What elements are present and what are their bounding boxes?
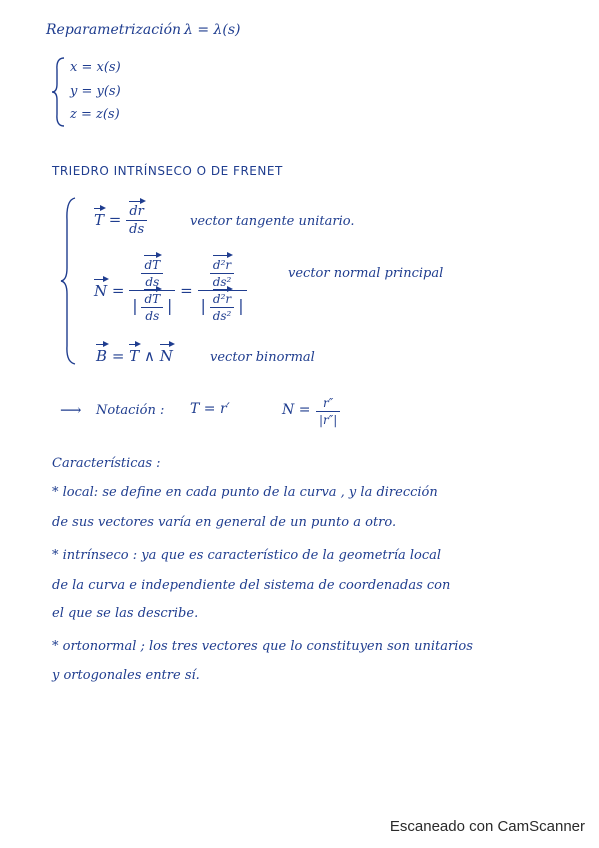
tangent-label: vector tangente unitario. <box>190 214 355 229</box>
characteristics-line-7: y ortogonales entre sí. <box>52 668 200 683</box>
normal-den1: ds <box>145 275 160 289</box>
notation-tangent: T = r′ <box>190 401 230 417</box>
heading-formula: λ = λ(s) <box>184 22 241 38</box>
tangent-num: dr <box>129 204 144 219</box>
binormal-label: vector binormal <box>210 350 315 365</box>
system-line-x: x = x(s) <box>70 60 121 75</box>
system-line-z: z = z(s) <box>70 107 120 122</box>
normal-abs-num1: dT <box>144 292 161 306</box>
characteristics-line-3: * intrínseco : ya que es característico de la geometría local <box>52 548 442 563</box>
characteristics-line-4: de la curva e independiente del sistema de coordenadas con <box>52 578 451 593</box>
camscanner-watermark: Escaneado con CamScanner <box>389 818 585 835</box>
normal-fraction-2: $\frac{\text{d²r}}{\text{ds²}}$ | $\frac{\text{d²r}}{\text{ds²}}$ | <box>198 258 247 323</box>
frenet-brace <box>58 196 78 366</box>
characteristics-title: Características : <box>52 456 161 471</box>
notation-normal-fraction <box>316 396 340 427</box>
normal-abs-den1: ds <box>145 309 160 323</box>
tangent-fraction <box>126 204 147 237</box>
system-line-y: y = y(s) <box>70 84 121 99</box>
normal-row: N = $\frac{dT}{ds}$ | $\frac{dT}{ds}$ | = $\frac{\text{d²r}}{\text{ds²}}$ | $\frac{\text{d²r}}{\text{ds²}}$ | <box>94 258 247 323</box>
characteristics-line-2: de sus vectores varía en general de un punto a otro. <box>52 515 397 530</box>
tangent-row: T = $\frac{dr}{ds}$ <box>94 204 147 237</box>
tangent-den: ds <box>129 222 145 237</box>
normal-fraction-1: $\frac{dT}{ds}$ | $\frac{dT}{ds}$ | <box>129 258 175 323</box>
normal-abs-num2: d²r <box>212 292 232 306</box>
frenet-title: TRIEDRO INTRÍNSECO O DE FRENET <box>52 164 283 178</box>
binormal-lhs: B <box>96 347 108 365</box>
binormal-row: B = T ∧ N <box>96 347 173 365</box>
characteristics-line-5: el que se las describe. <box>52 606 199 621</box>
characteristics-line-1: * local: se define en cada punto de la curva , y la dirección <box>52 485 438 500</box>
normal-den2: ds² <box>212 275 232 289</box>
notation-label: Notación : <box>96 403 165 418</box>
notation-normal-den: |r″| <box>319 413 338 427</box>
binormal-t: T <box>129 347 140 365</box>
normal-num2: d²r <box>212 258 232 272</box>
notation-arrow: ⟶ <box>60 401 82 419</box>
normal-num1: dT <box>144 258 161 272</box>
notation-normal-num: r″ <box>323 396 334 410</box>
binormal-n: N <box>159 347 173 365</box>
notation-normal-lhs: N = <box>282 402 311 418</box>
normal-lhs: N <box>94 281 108 300</box>
heading-title: Reparametrización <box>46 22 182 38</box>
normal-abs-den2: ds² <box>212 309 232 323</box>
binormal-op: ∧ <box>143 347 155 365</box>
tangent-lhs: T <box>94 210 105 229</box>
normal-label: vector normal principal <box>288 266 444 281</box>
system-brace <box>50 56 66 128</box>
characteristics-line-6: * ortonormal ; los tres vectores que lo constituyen son unitarios <box>52 639 473 654</box>
